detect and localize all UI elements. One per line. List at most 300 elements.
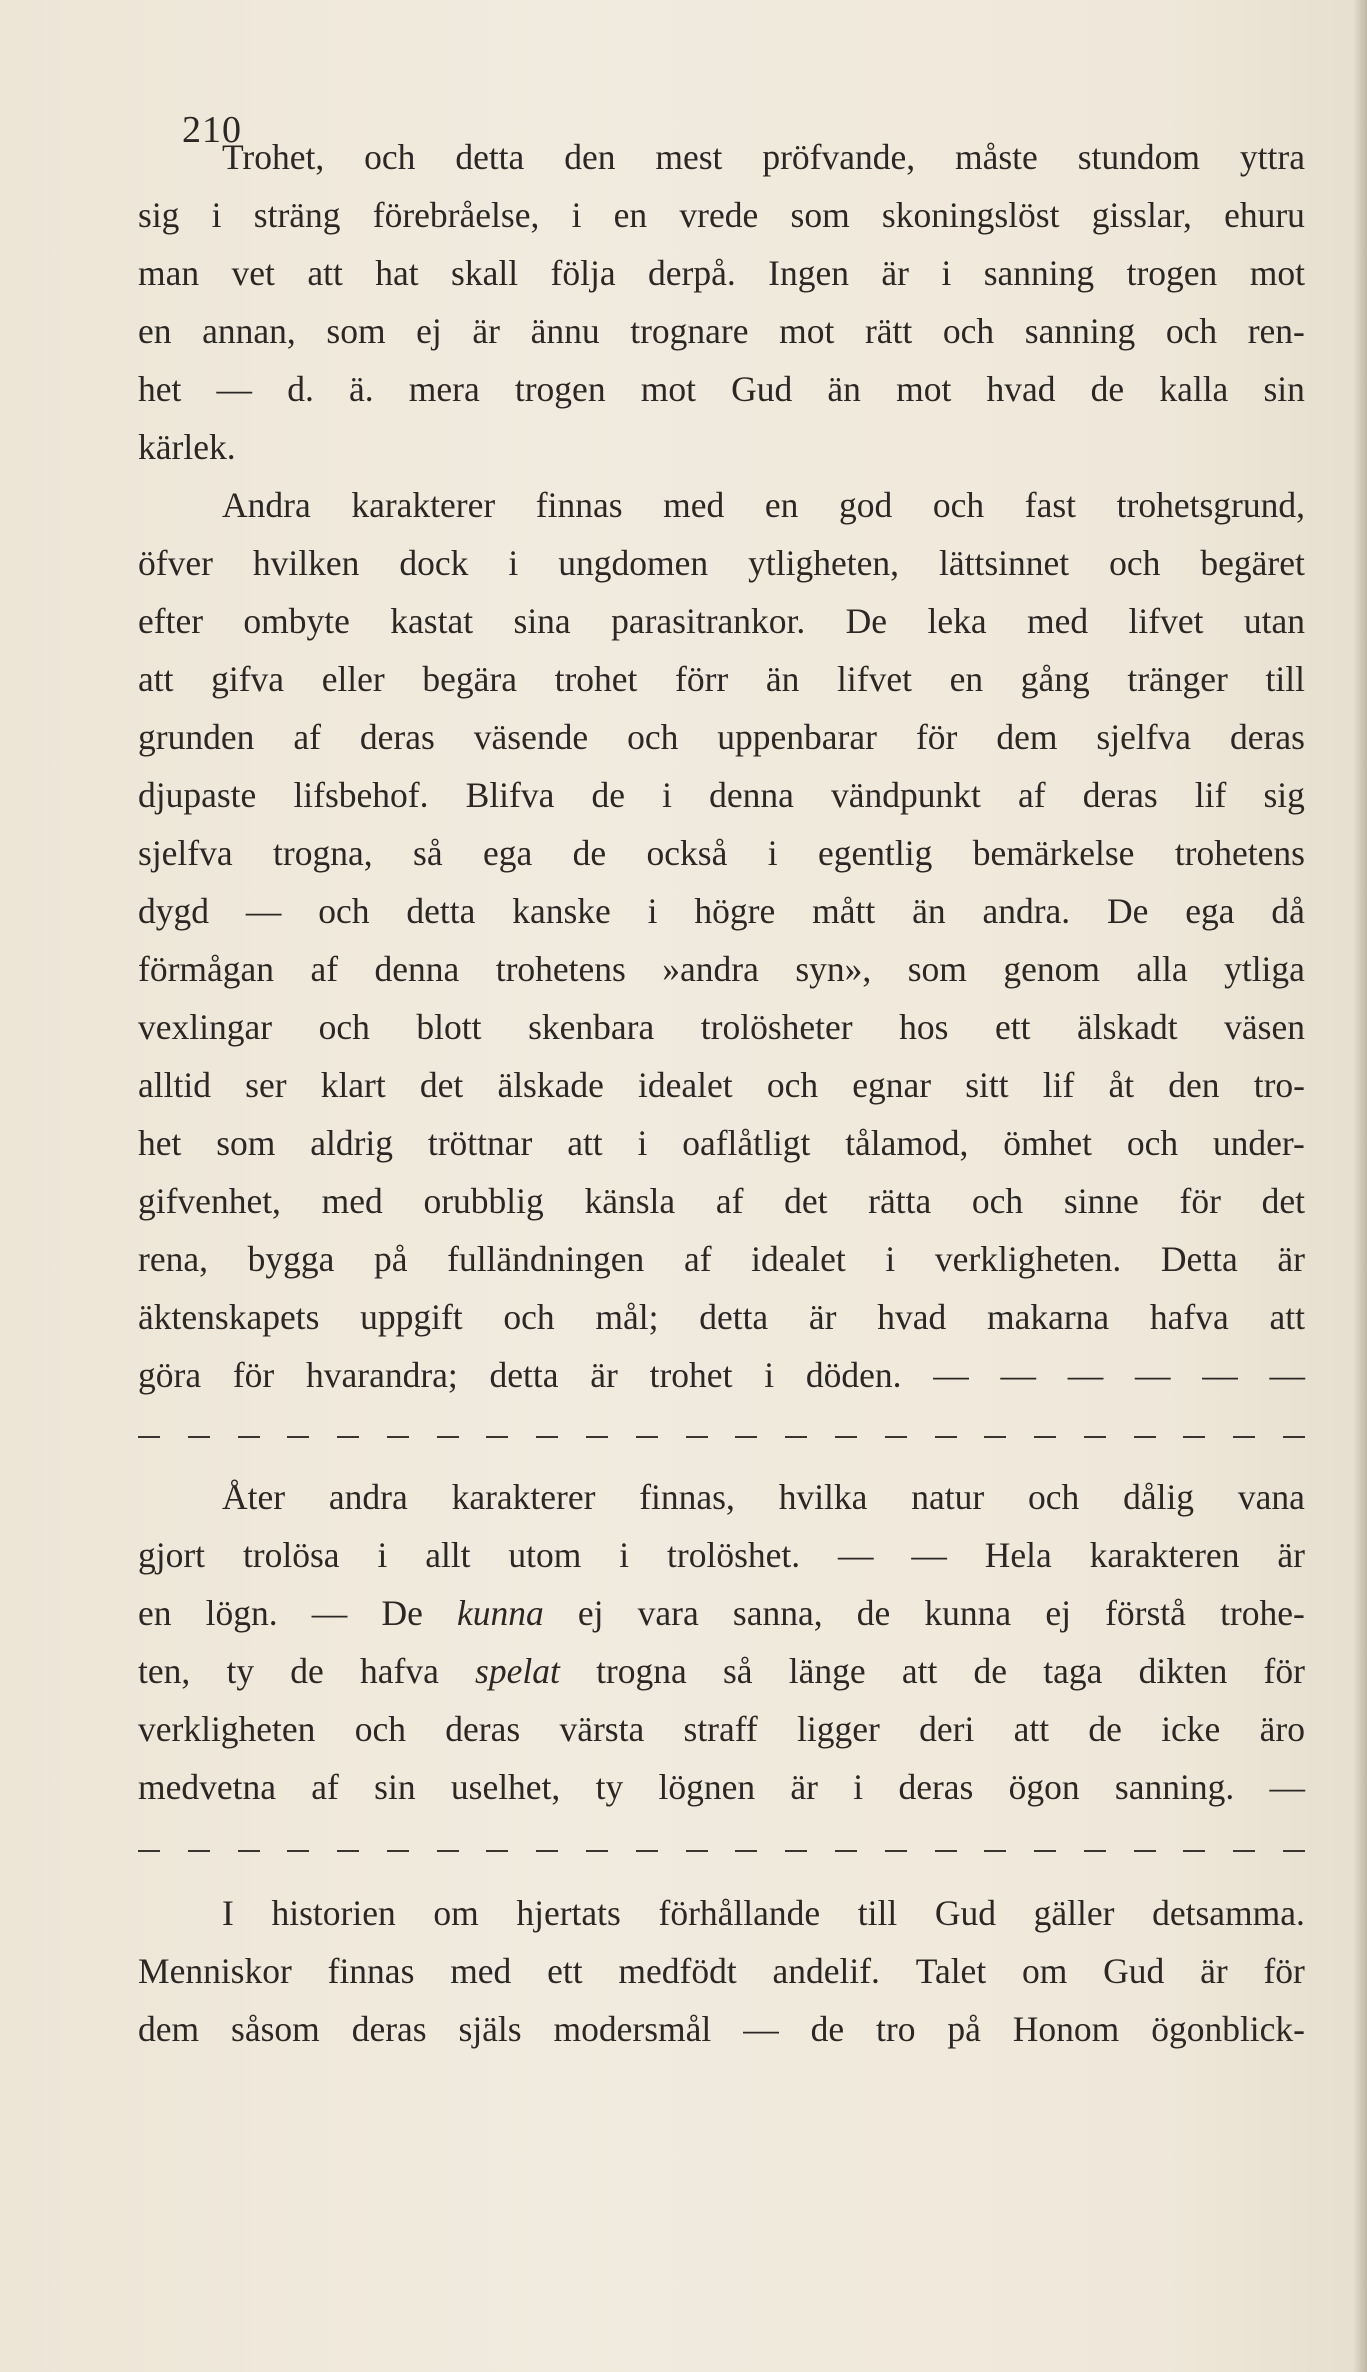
dash-mark (935, 1850, 957, 1852)
word: är (1277, 1535, 1305, 1575)
dash-mark (287, 1850, 309, 1852)
word: annan, (202, 311, 296, 351)
word: dålig (1123, 1477, 1195, 1517)
word: en (949, 659, 984, 699)
word: gifva (211, 659, 285, 699)
word: uppgift (360, 1297, 463, 1337)
word: trolösa (242, 1535, 340, 1575)
word: i (853, 1767, 864, 1807)
text-line (138, 998, 1305, 1056)
dash-mark (1034, 1850, 1056, 1852)
text-line (138, 2000, 1305, 2058)
word: på (947, 2009, 981, 2049)
section-divider-dashes (138, 1850, 1305, 1854)
word: sanning (983, 253, 1095, 293)
dash-mark (1183, 1436, 1205, 1438)
word: kalla (1159, 369, 1229, 409)
section-divider-dashes (138, 1436, 1305, 1440)
word: »andra (662, 949, 759, 989)
word: ännu (530, 311, 600, 351)
dash-mark (735, 1850, 757, 1852)
word: högre (694, 891, 776, 931)
word: de (856, 1593, 891, 1633)
word: gifvenhet, (138, 1181, 281, 1221)
word: sträng (253, 195, 341, 235)
word: — (933, 1355, 969, 1395)
word: sjelfva (1096, 717, 1192, 757)
word: sinne (1063, 1181, 1139, 1221)
word: med (321, 1181, 383, 1221)
word: med (450, 1951, 512, 1991)
word: ögonblick- (1151, 2009, 1305, 2049)
word: hvad (986, 369, 1056, 409)
word: af (310, 949, 339, 989)
word: hvilka (778, 1477, 868, 1517)
word: göra (138, 1355, 202, 1395)
word: ej (1045, 1593, 1071, 1633)
text-line (138, 1114, 1305, 1172)
word: ömhet (1003, 1123, 1092, 1163)
word: så (722, 1651, 753, 1691)
text-line (138, 882, 1305, 940)
word: ögon (1008, 1767, 1080, 1807)
word: för (1179, 1181, 1221, 1221)
word: — (1269, 1355, 1305, 1395)
word: ega (1185, 891, 1235, 931)
word: såsom (231, 2009, 320, 2049)
text-line (138, 534, 1305, 592)
word: trogen (1126, 253, 1218, 293)
word: än (827, 369, 861, 409)
word: också (646, 833, 728, 873)
word: Gud (731, 369, 793, 409)
dash-mark (935, 1436, 957, 1438)
word: skall (451, 253, 519, 293)
word: sanna, (732, 1593, 823, 1633)
word: sina (513, 601, 571, 641)
word: andra. (982, 891, 1071, 931)
word: och (627, 717, 679, 757)
word: mot (896, 369, 952, 409)
text-line (222, 1468, 1305, 1526)
word: karakterer (451, 1477, 596, 1517)
word: hafva (1149, 1297, 1229, 1337)
word: för (1263, 1651, 1305, 1691)
word: Hela (984, 1535, 1052, 1575)
word: trohetsgrund, (1116, 485, 1305, 525)
word: fast (1024, 485, 1077, 525)
dash-mark (586, 1850, 608, 1852)
dash-mark (536, 1436, 558, 1438)
word: sanning (1024, 311, 1136, 351)
word: i (571, 195, 582, 235)
word: vet (231, 253, 275, 293)
word: I (222, 1893, 234, 1933)
word: deras (1230, 717, 1305, 757)
word: deras (898, 1767, 974, 1807)
word: Talet (915, 1951, 987, 1991)
word: trognare (630, 311, 749, 351)
word: mera (408, 369, 480, 409)
word: vexlingar (138, 1007, 273, 1047)
word: grunden (138, 717, 255, 757)
word: mått (812, 891, 876, 931)
word: den (1168, 1065, 1220, 1105)
word: lättsinnet (939, 543, 1070, 583)
dash-mark (636, 1436, 658, 1438)
word: deras (1082, 775, 1158, 815)
word: är (1200, 1951, 1228, 1991)
dash-mark (138, 1436, 160, 1438)
word: detta (406, 891, 476, 931)
text-line (138, 1642, 1305, 1700)
word: tröttnar (427, 1123, 533, 1163)
word: detta (455, 137, 525, 177)
dash-mark (586, 1436, 608, 1438)
word: i (941, 253, 952, 293)
word: syn», (795, 949, 872, 989)
word: värsta (559, 1709, 645, 1749)
dash-mark (138, 1850, 160, 1852)
dash-mark (1034, 1436, 1056, 1438)
word: — (1000, 1355, 1036, 1395)
word: — (1202, 1355, 1238, 1395)
word: och (942, 311, 995, 351)
word: ty (226, 1651, 255, 1691)
word: mot (779, 311, 835, 351)
word: parasitrankor. (611, 601, 806, 641)
text-line (138, 1230, 1305, 1288)
word: de (1090, 369, 1125, 409)
word: är (790, 1767, 818, 1807)
dash-mark (835, 1436, 857, 1438)
word: och (1165, 311, 1218, 351)
word: i (885, 1239, 896, 1279)
word: denna (709, 775, 794, 815)
dash-mark (437, 1850, 459, 1852)
word: ej (577, 1593, 604, 1633)
word: förebråelse, (372, 195, 540, 235)
dash-mark (238, 1850, 260, 1852)
word: straff (683, 1709, 758, 1749)
text-line (222, 128, 1305, 186)
text-line (222, 476, 1305, 534)
word: af (1018, 775, 1046, 815)
word: deras (351, 2009, 427, 2049)
word: åt (1108, 1065, 1135, 1105)
word: hvarandra; (306, 1355, 458, 1395)
word: med (1027, 601, 1089, 641)
word: de (591, 775, 626, 815)
word: för (915, 717, 958, 757)
word: deras (359, 717, 435, 757)
dash-mark (287, 1436, 309, 1438)
word: skenbara (528, 1007, 655, 1047)
dash-mark (885, 1436, 907, 1438)
word: trohe- (1220, 1593, 1305, 1633)
word: detsamma. (1152, 1893, 1305, 1933)
word: trohet (649, 1355, 733, 1395)
word: att (307, 253, 343, 293)
word: utan (1243, 601, 1305, 641)
dash-mark (984, 1436, 1006, 1438)
word: och (1126, 1123, 1179, 1163)
word: måste (955, 137, 1038, 177)
word: De (1107, 891, 1149, 931)
word: och (971, 1181, 1024, 1221)
word: tränger (1127, 659, 1228, 699)
word: trolöshet. (667, 1535, 801, 1575)
text-line (138, 1288, 1305, 1346)
word: finnas (535, 485, 623, 525)
word: i (647, 891, 658, 931)
word: vara (637, 1593, 699, 1633)
word: lifvet (1128, 601, 1204, 641)
word: känsla (584, 1181, 676, 1221)
word: och (364, 137, 416, 177)
text-line (138, 244, 1305, 302)
word: de (1088, 1709, 1122, 1749)
dash-mark (686, 1436, 708, 1438)
dash-mark (536, 1850, 558, 1852)
word: — (1269, 1767, 1305, 1807)
word: egentlig (818, 833, 933, 873)
word: är (808, 1297, 837, 1337)
word: karakterer (351, 485, 496, 525)
word: dem (138, 2009, 200, 2049)
word: Trohet, (222, 137, 325, 177)
dash-mark (1233, 1436, 1255, 1438)
word: karakteren (1089, 1535, 1240, 1575)
word: Honom (1012, 2009, 1120, 2049)
word: — (838, 1535, 874, 1575)
word: en (613, 195, 648, 235)
word: i (767, 833, 778, 873)
dash-mark (387, 1436, 409, 1438)
word: förr (675, 659, 729, 699)
word: lif (1042, 1065, 1075, 1105)
text-line (138, 766, 1305, 824)
word: af (683, 1239, 712, 1279)
dash-mark (1283, 1850, 1305, 1852)
word: kunna (456, 1593, 544, 1633)
word: djupaste (138, 775, 257, 815)
text-line (138, 1942, 1305, 2000)
text-line: kärlek. (138, 427, 236, 467)
word: medvetna (138, 1767, 276, 1807)
word: spelat (475, 1651, 560, 1691)
dash-mark (1233, 1850, 1255, 1852)
dash-mark (785, 1436, 807, 1438)
word: skoningslöst (881, 195, 1060, 235)
text-line (138, 360, 1305, 418)
word: som (907, 949, 967, 989)
text-line (138, 302, 1305, 360)
word: orubblig (423, 1181, 544, 1221)
dash-mark (337, 1850, 359, 1852)
word: är (590, 1355, 618, 1395)
word: trohetens (495, 949, 626, 989)
word: icke (1161, 1709, 1221, 1749)
word: historien (271, 1893, 396, 1933)
word: hvilken (252, 543, 360, 583)
word: som (326, 311, 386, 351)
dash-mark (1134, 1436, 1156, 1438)
word: det (784, 1181, 828, 1221)
word: derpå. (648, 253, 736, 293)
word: en (138, 1593, 172, 1633)
word: vana (1237, 1477, 1305, 1517)
word: tro- (1253, 1065, 1305, 1105)
word: rätta (868, 1181, 932, 1221)
word: finnas (327, 1951, 415, 1991)
word: det (419, 1065, 464, 1105)
word: som (790, 195, 850, 235)
word: en (138, 311, 172, 351)
word: tålamod, (845, 1123, 969, 1163)
word: oaflåtligt (682, 1123, 811, 1163)
word: för (232, 1355, 275, 1395)
word: lögn. (205, 1593, 278, 1633)
word: het (138, 1123, 182, 1163)
word: till (1265, 659, 1305, 699)
text-line (138, 1172, 1305, 1230)
word: med (663, 485, 725, 525)
dash-mark (1084, 1436, 1106, 1438)
word: äktenskapets (138, 1297, 320, 1337)
page-number: 210 (182, 109, 242, 151)
word: som (216, 1123, 276, 1163)
word: ten, (138, 1651, 191, 1691)
dash-mark (1183, 1850, 1205, 1852)
word: — (1134, 1355, 1171, 1395)
word: yttra (1239, 137, 1305, 177)
dash-mark (437, 1436, 459, 1438)
word: andra (328, 1477, 408, 1517)
word: utom (508, 1535, 582, 1575)
word: trogen (514, 369, 606, 409)
word: hvad (877, 1297, 947, 1337)
word: älskadt (1077, 1007, 1178, 1047)
dash-mark (337, 1436, 359, 1438)
word: kanske (512, 891, 611, 931)
dash-mark (785, 1850, 807, 1852)
word: sig (1263, 775, 1305, 815)
word: sin (1263, 369, 1305, 409)
word: alla (1136, 949, 1188, 989)
word: förhållande (658, 1893, 821, 1933)
word: under- (1212, 1123, 1305, 1163)
word: — (245, 891, 282, 931)
dash-mark (188, 1850, 210, 1852)
word: trohet (554, 659, 638, 699)
text-line (138, 1700, 1305, 1758)
word: i (637, 1123, 648, 1163)
word: rätt (864, 311, 913, 351)
text-line (138, 1526, 1305, 1584)
word: sin (374, 1767, 416, 1807)
word: än (912, 891, 946, 931)
word: kastat (390, 601, 474, 641)
word: alltid (138, 1065, 211, 1105)
word: ser (245, 1065, 287, 1105)
word: döden. (805, 1355, 902, 1395)
word: ytliga (1224, 949, 1305, 989)
word: medfödt (618, 1951, 737, 1991)
word: sjelfva (138, 833, 233, 873)
word: rena, (138, 1239, 208, 1279)
word: öfver (138, 543, 213, 583)
dash-mark (984, 1850, 1006, 1852)
word: trogna (596, 1651, 687, 1691)
word: sanning. (1114, 1767, 1235, 1807)
word: väsende (473, 717, 589, 757)
word: dikten (1138, 1651, 1228, 1691)
word: lifvet (837, 659, 912, 699)
word: pröfvande, (762, 137, 916, 177)
word: ty (595, 1767, 624, 1807)
word: dem (996, 717, 1058, 757)
word: af (715, 1181, 744, 1221)
dash-mark (885, 1850, 907, 1852)
word: dygd (138, 891, 209, 931)
word: idealet (638, 1065, 733, 1105)
word: är (1277, 1239, 1305, 1279)
word: — (1067, 1355, 1104, 1395)
dash-mark (686, 1850, 708, 1852)
word: så (413, 833, 443, 873)
word: förstå (1105, 1593, 1186, 1633)
word: allt (425, 1535, 471, 1575)
word: en (764, 485, 799, 525)
dash-mark (387, 1850, 409, 1852)
word: aldrig (310, 1123, 394, 1163)
word: hos (899, 1007, 949, 1047)
word: Menniskor (138, 1951, 292, 1991)
word: förmågan (138, 949, 275, 989)
dash-mark (238, 1436, 260, 1438)
word: ett (547, 1951, 583, 1991)
word: af (293, 717, 321, 757)
word: lif (1194, 775, 1227, 815)
word: hafva (360, 1651, 439, 1691)
word: Ingen (768, 253, 849, 293)
word: Detta (1160, 1239, 1238, 1279)
word: mot (1249, 253, 1305, 293)
word: — (911, 1535, 947, 1575)
word: ytligheten, (748, 543, 899, 583)
word: efter (138, 601, 204, 641)
page-edge-shadow (1353, 0, 1367, 2372)
word: i (662, 775, 673, 815)
word: d. (287, 369, 314, 409)
word: ej (416, 311, 442, 351)
word: vändpunkt (831, 775, 981, 815)
word: trohetens (1174, 833, 1305, 873)
text-line (138, 1056, 1305, 1114)
word: i (619, 1535, 630, 1575)
word: och (318, 891, 370, 931)
word: ligger (797, 1709, 880, 1749)
word: dock (399, 543, 469, 583)
word: god (839, 485, 893, 525)
word: detta (699, 1297, 769, 1337)
word: — (216, 369, 253, 409)
word: och (1028, 1477, 1080, 1517)
text-line (138, 650, 1305, 708)
word: mest (655, 137, 723, 177)
word: eller (321, 659, 385, 699)
